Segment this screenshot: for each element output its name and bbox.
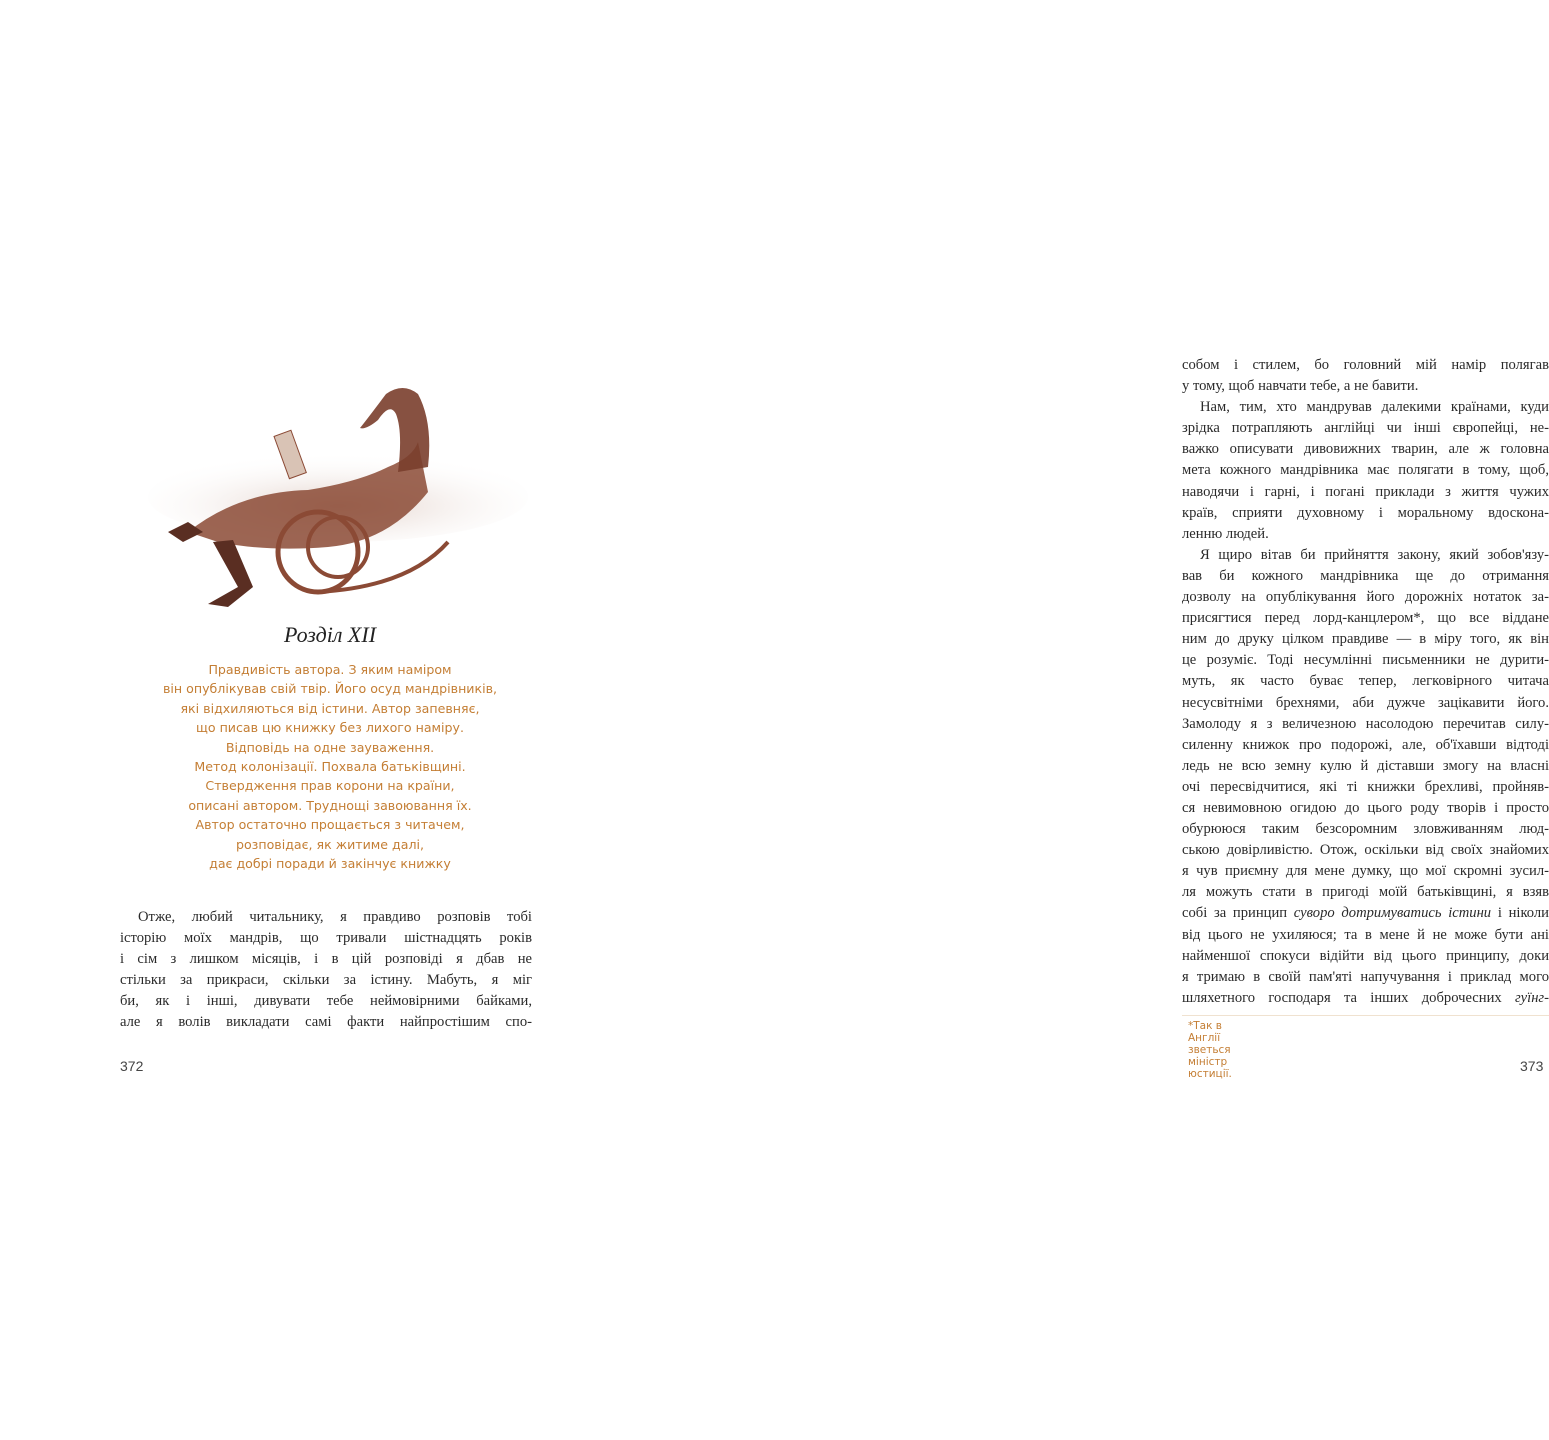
summary-line: розповідає, як житиме далі, [235, 836, 425, 852]
text-line: від цього не ухиляюся; та в мене й не може бути ані [1182, 926, 1549, 943]
text-line: вав би кожного мандрівника ще до отримання [1182, 567, 1549, 584]
footnote-divider [1182, 1015, 1549, 1016]
text-line: стільки за прикраси, скільки за істину. Мабуть, я міг [120, 972, 532, 989]
text-line: я чув приємну для мене думку, що мої скромні зусил- [1182, 863, 1549, 880]
text-line: ледь не всю земну кулю й діставши змогу на власні [1182, 757, 1549, 774]
text-line: Замолоду я з величезною насолодою перечитав силу- [1182, 715, 1549, 732]
summary-line: дає добрі поради й закінчує книжку [209, 856, 451, 872]
text-line: але я волів викладати самі факти найпростішим спо- [120, 1014, 532, 1031]
text-line: наводячи і гарні, і погані приклади з життя чужих [1182, 483, 1549, 500]
text-line: силенну книжок про подорожі, але, об'їхавши відтоді [1182, 736, 1549, 753]
text-segment: шляхетного господаря та інших доброчесних [1182, 989, 1515, 1006]
text-line: дозволу на опублікування його дорожніх нотаток за- [1182, 589, 1549, 606]
text-line: країв, сприяти духовному і моральному вдоскона- [1182, 504, 1549, 521]
text-line: Я щиро вітав би прийняття закону, який зобов'язу- [1200, 546, 1549, 563]
text-segment: собі за принцип [1182, 905, 1294, 922]
italic-phrase: суворо дотримуватись істини [1293, 905, 1492, 922]
text-line: ним до друку цілком правдиве — в міру того, як він [1182, 631, 1549, 648]
summary-line: Правдивість автора. З яким наміром [208, 662, 452, 677]
horse-reading-illustration [128, 372, 528, 612]
text-line-with-italic [1182, 988, 1549, 1009]
left-body-text [120, 907, 532, 1034]
chapter-title: Розділ XII [283, 622, 377, 647]
summary-line: що писав цю книжку без лихого наміру. [196, 720, 464, 736]
text-line: Нам, тим, хто мандрував далекими країнами, куди [1200, 399, 1549, 416]
text-line: зрідка потрапляють англійці чи інші європейці, не- [1182, 420, 1549, 437]
page-number-left: 372 [120, 1058, 144, 1074]
text-line: і сім з лишком місяців, і в цій розповіді я дбав не [120, 951, 532, 968]
text-line: ся невимовною огидою до цього роду творів і просто [1182, 799, 1549, 816]
text-line: ленню людей. [1182, 525, 1269, 542]
right-body-text [1182, 355, 1549, 1009]
text-line: собом і стилем, бо головний мій намір полягав [1182, 357, 1549, 373]
footnote: *Так в Англії зветься міністр юстиції. [1188, 1020, 1232, 1080]
italic-word: гуїнг- [1514, 989, 1549, 1006]
text-line-with-italic [1182, 903, 1549, 924]
summary-line: які відхиляються від істини. Автор запевняє, [180, 700, 480, 716]
summary-line: Відповідь на одне зауваження. [225, 739, 435, 755]
text-line: мета кожного мандрівника має полягати в тому, щоб, [1182, 462, 1549, 479]
text-line: я тримаю в своїй пам'яті напучування і приклад мого [1182, 968, 1549, 985]
summary-line: Метод колонізації. Похвала батьківщині. [194, 759, 466, 775]
text-line: ською довірливістю. Отож, оскільки від своїх знайомих [1182, 842, 1549, 859]
text-line: обурююся таким безсоромним зловживанням люд- [1182, 821, 1549, 838]
text-segment: і ніколи [1491, 905, 1549, 922]
text-line: очі пересвідчитися, які ті книжки брехливі, пройняв- [1182, 778, 1549, 795]
text-line: ля можуть стати в пригоді моїй батьківщині, я взяв [1182, 884, 1549, 901]
text-line: це розуміє. Тоді несумлінні письменники не дурити- [1182, 652, 1549, 669]
summary-line: він опублікував свій твір. Його осуд мандрівників, [162, 681, 498, 697]
text-line: несусвітніми брехнями, аби дужче зацікавити його. [1182, 694, 1549, 711]
text-line: би, як і інші, дивувати тебе неймовірними байками, [120, 993, 532, 1010]
summary-line: Автор остаточно прощається з читачем, [195, 817, 465, 833]
summary-line: Ствердження прав корони на країни, [205, 778, 455, 794]
text-line: найменшої спокуси відійти від цього принципу, доки [1182, 947, 1549, 964]
summary-line: описані автором. Труднощі завоювання їх. [188, 797, 472, 813]
chapter-summary [116, 660, 544, 873]
text-line: у тому, щоб навчати тебе, а не бавити. [1182, 378, 1419, 395]
text-line: присягтися перед лорд-канцлером*, що все віддане [1182, 610, 1549, 627]
page-number-right: 373 [1520, 1058, 1544, 1074]
text-line: важко описувати дивовижних тварин, але ж головна [1182, 441, 1549, 458]
text-line: Отже, любий читальнику, я правдиво розповів тобі [138, 909, 532, 925]
text-line: муть, як часто буває тепер, легковірного читача [1182, 673, 1549, 690]
text-line: історію моїх мандрів, що тривали шістнадцять років [120, 930, 532, 947]
